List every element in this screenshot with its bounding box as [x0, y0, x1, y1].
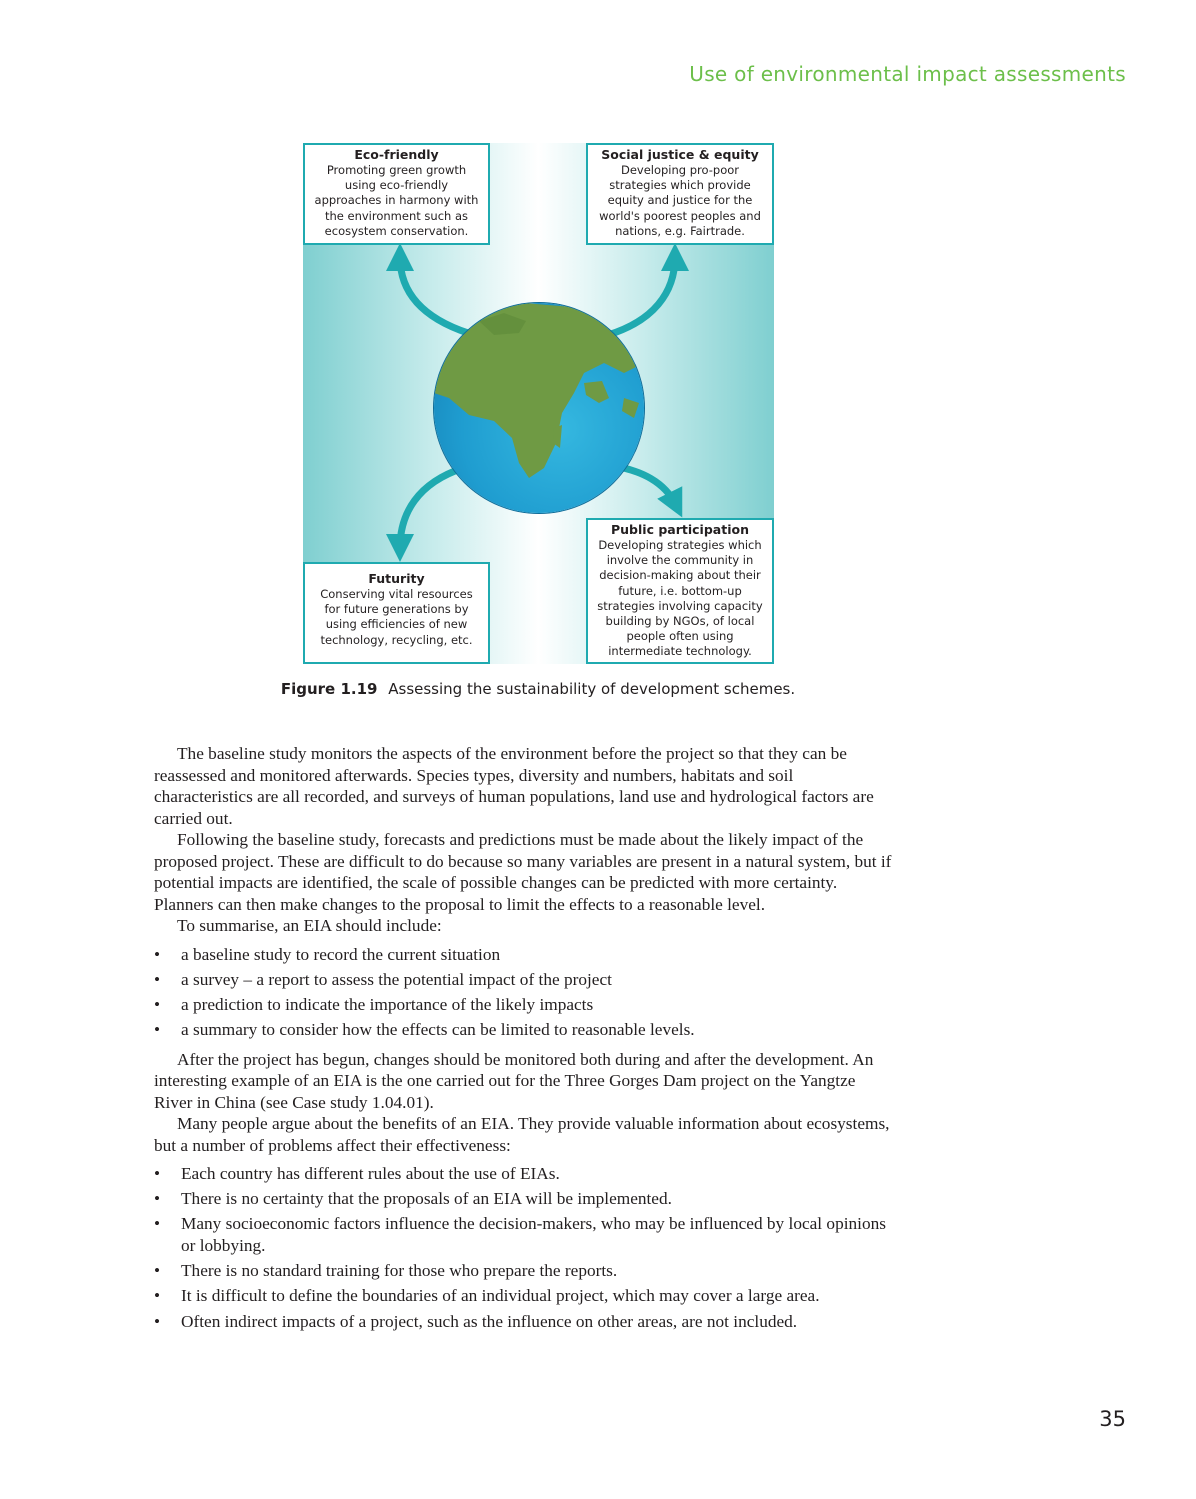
- social-justice-title: Social justice & equity: [601, 147, 759, 162]
- list-item: • a summary to consider how the effects can be limited to reasonable levels.: [154, 1019, 894, 1041]
- eco-friendly-title: Eco-friendly: [354, 147, 439, 162]
- public-participation-box: [586, 518, 774, 664]
- list-item: • a prediction to indicate the importance of the likely impacts: [154, 994, 894, 1016]
- futurity-box: [303, 562, 490, 664]
- list-item: • a baseline study to record the current situation: [154, 944, 894, 966]
- paragraph: Following the baseline study, forecasts and predictions must be made about the likely impact of the proposed project. These are difficult to do because so many variables are present in a natural system, but if potential impacts are identified, the scale of possible changes can be predicted with more certainty. Planners can then make changes to the proposal to limit the effects to a reasonable level.: [154, 830, 892, 914]
- globe-icon: [434, 303, 644, 513]
- figure-caption-text: Assessing the sustainability of development schemes.: [388, 680, 796, 698]
- public-participation-text: Developing strategies which involve the community in decision-making about their future, i.e. bottom-up strategies involving capacity building by NGOs, of local people often using intermediate technology.: [597, 538, 763, 659]
- list-item: • Each country has different rules about the use of EIAs.: [154, 1163, 894, 1185]
- eco-friendly-text: Promoting green growth using eco-friendly approaches in harmony with the environment such as ecosystem conservation.: [314, 163, 479, 238]
- eia-problems-list: [154, 1163, 894, 1332]
- body-text: [154, 743, 894, 1340]
- public-participation-title: Public participation: [611, 522, 749, 537]
- list-item: • There is no certainty that the proposals of an EIA will be implemented.: [154, 1188, 894, 1210]
- sustainability-figure: [303, 143, 774, 664]
- list-item: • a survey – a report to assess the potential impact of the project: [154, 969, 894, 991]
- list-item: • There is no standard training for those who prepare the reports.: [154, 1260, 894, 1282]
- paragraph: The baseline study monitors the aspects of the environment before the project so that they can be reassessed and monitored afterwards. Species types, diversity and numbers, habitats and soil characteristics are all recorded, and surveys of human populations, land use and hydrological factors are carried out.: [154, 744, 874, 828]
- figure-caption: [0, 680, 1076, 698]
- list-item: • Many socioeconomic factors influence the decision-makers, who may be influenced by local opinions or lobbying.: [154, 1213, 894, 1256]
- paragraph: To summarise, an EIA should include:: [177, 916, 442, 935]
- social-justice-text: Developing pro-poor strategies which provide equity and justice for the world's poorest peoples and nations, e.g. Fairtrade.: [599, 163, 761, 238]
- list-item: • Often indirect impacts of a project, such as the influence on other areas, are not included.: [154, 1311, 894, 1333]
- running-head: Use of environmental impact assessments: [689, 62, 1126, 86]
- paragraph: After the project has begun, changes should be monitored both during and after the development. An interesting example of an EIA is the one carried out for the Three Gorges Dam project on the Yangtze River in China (see Case study 1.04.01).: [154, 1049, 874, 1112]
- eia-contents-list: [154, 944, 894, 1041]
- list-item: • It is difficult to define the boundaries of an individual project, which may cover a large area.: [154, 1285, 894, 1307]
- paragraph: Many people argue about the benefits of an EIA. They provide valuable information about ecosystems, but a number of problems affect their effectiveness:: [154, 1114, 890, 1155]
- figure-label: Figure 1.19: [280, 680, 378, 698]
- page-number: 35: [1099, 1407, 1126, 1431]
- social-justice-box: [586, 143, 774, 245]
- futurity-text: Conserving vital resources for future generations by using efficiencies of new technology, recycling, etc.: [320, 587, 473, 647]
- eco-friendly-box: [303, 143, 490, 245]
- futurity-title: Futurity: [368, 571, 425, 586]
